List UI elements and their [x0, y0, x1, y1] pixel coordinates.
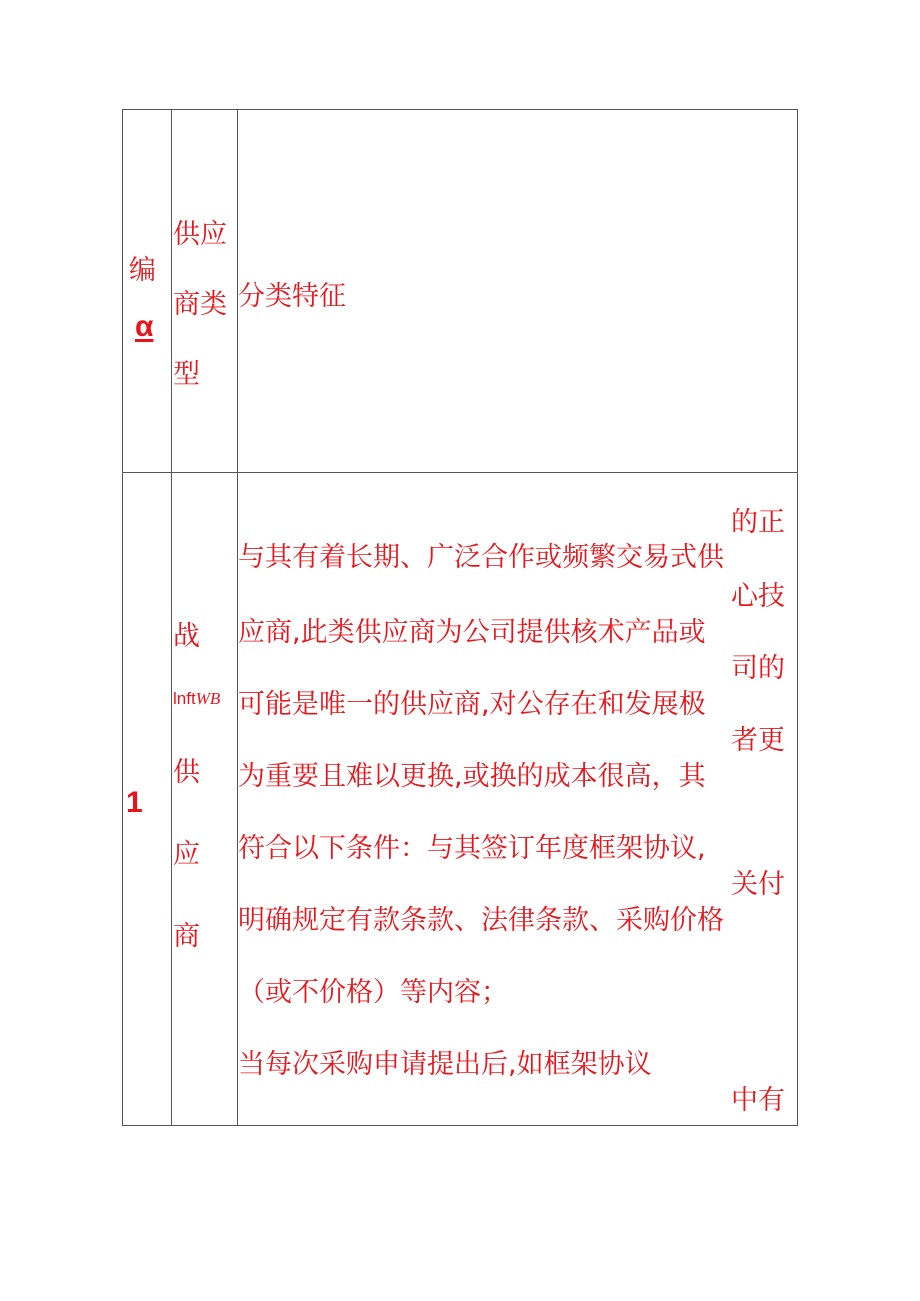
- feature-line-1: 与其有着长期、广泛合作或频繁交易式供: [238, 542, 724, 573]
- column-divider-1: [171, 110, 172, 1125]
- feature-line-2: 应商,此类供应商为公司提供核术产品或: [238, 617, 706, 648]
- right-fragment-5: 关付: [731, 869, 785, 900]
- header-features: 分类特征: [238, 281, 346, 312]
- header-type-line-1: 供应: [173, 219, 227, 250]
- header-number-symbol: α: [135, 310, 154, 343]
- right-fragment-6: 中有: [731, 1085, 785, 1116]
- feature-line-4: 为重要且难以更换,或换的成本很高，其: [238, 761, 706, 792]
- right-fragment-2: 心技: [731, 581, 785, 612]
- feature-line-8: 当每次采购申请提出后,如框架协议: [238, 1049, 652, 1080]
- right-fragment-4: 者更: [731, 725, 785, 756]
- supplier-classification-table: [122, 109, 798, 1126]
- header-number-label: 编: [129, 255, 156, 286]
- row-1-type-line-2: lnftWB: [173, 689, 221, 708]
- row-divider: [123, 472, 797, 473]
- row-1-type-line-1: 战: [173, 621, 200, 652]
- right-fragment-1: 的正: [731, 507, 785, 538]
- row-1-type-line-5: 商: [173, 921, 200, 952]
- feature-line-5: 符合以下条件：与其签订年度框架协议,: [238, 833, 706, 864]
- feature-line-6: 明确规定有款条款、法律条款、采购价格: [238, 905, 724, 936]
- row-1-type-line-3: 供: [173, 757, 200, 788]
- feature-line-3: 可能是唯一的供应商,对公存在和发展极: [238, 689, 706, 720]
- row-1-number: 1: [126, 786, 143, 819]
- header-type-line-2: 商类: [173, 289, 227, 320]
- header-type-line-3: 型: [173, 359, 200, 390]
- right-fragment-3: 司的: [731, 653, 785, 684]
- feature-line-7: （或不价格）等内容；: [238, 977, 508, 1008]
- row-1-type-line-4: 应: [173, 839, 200, 870]
